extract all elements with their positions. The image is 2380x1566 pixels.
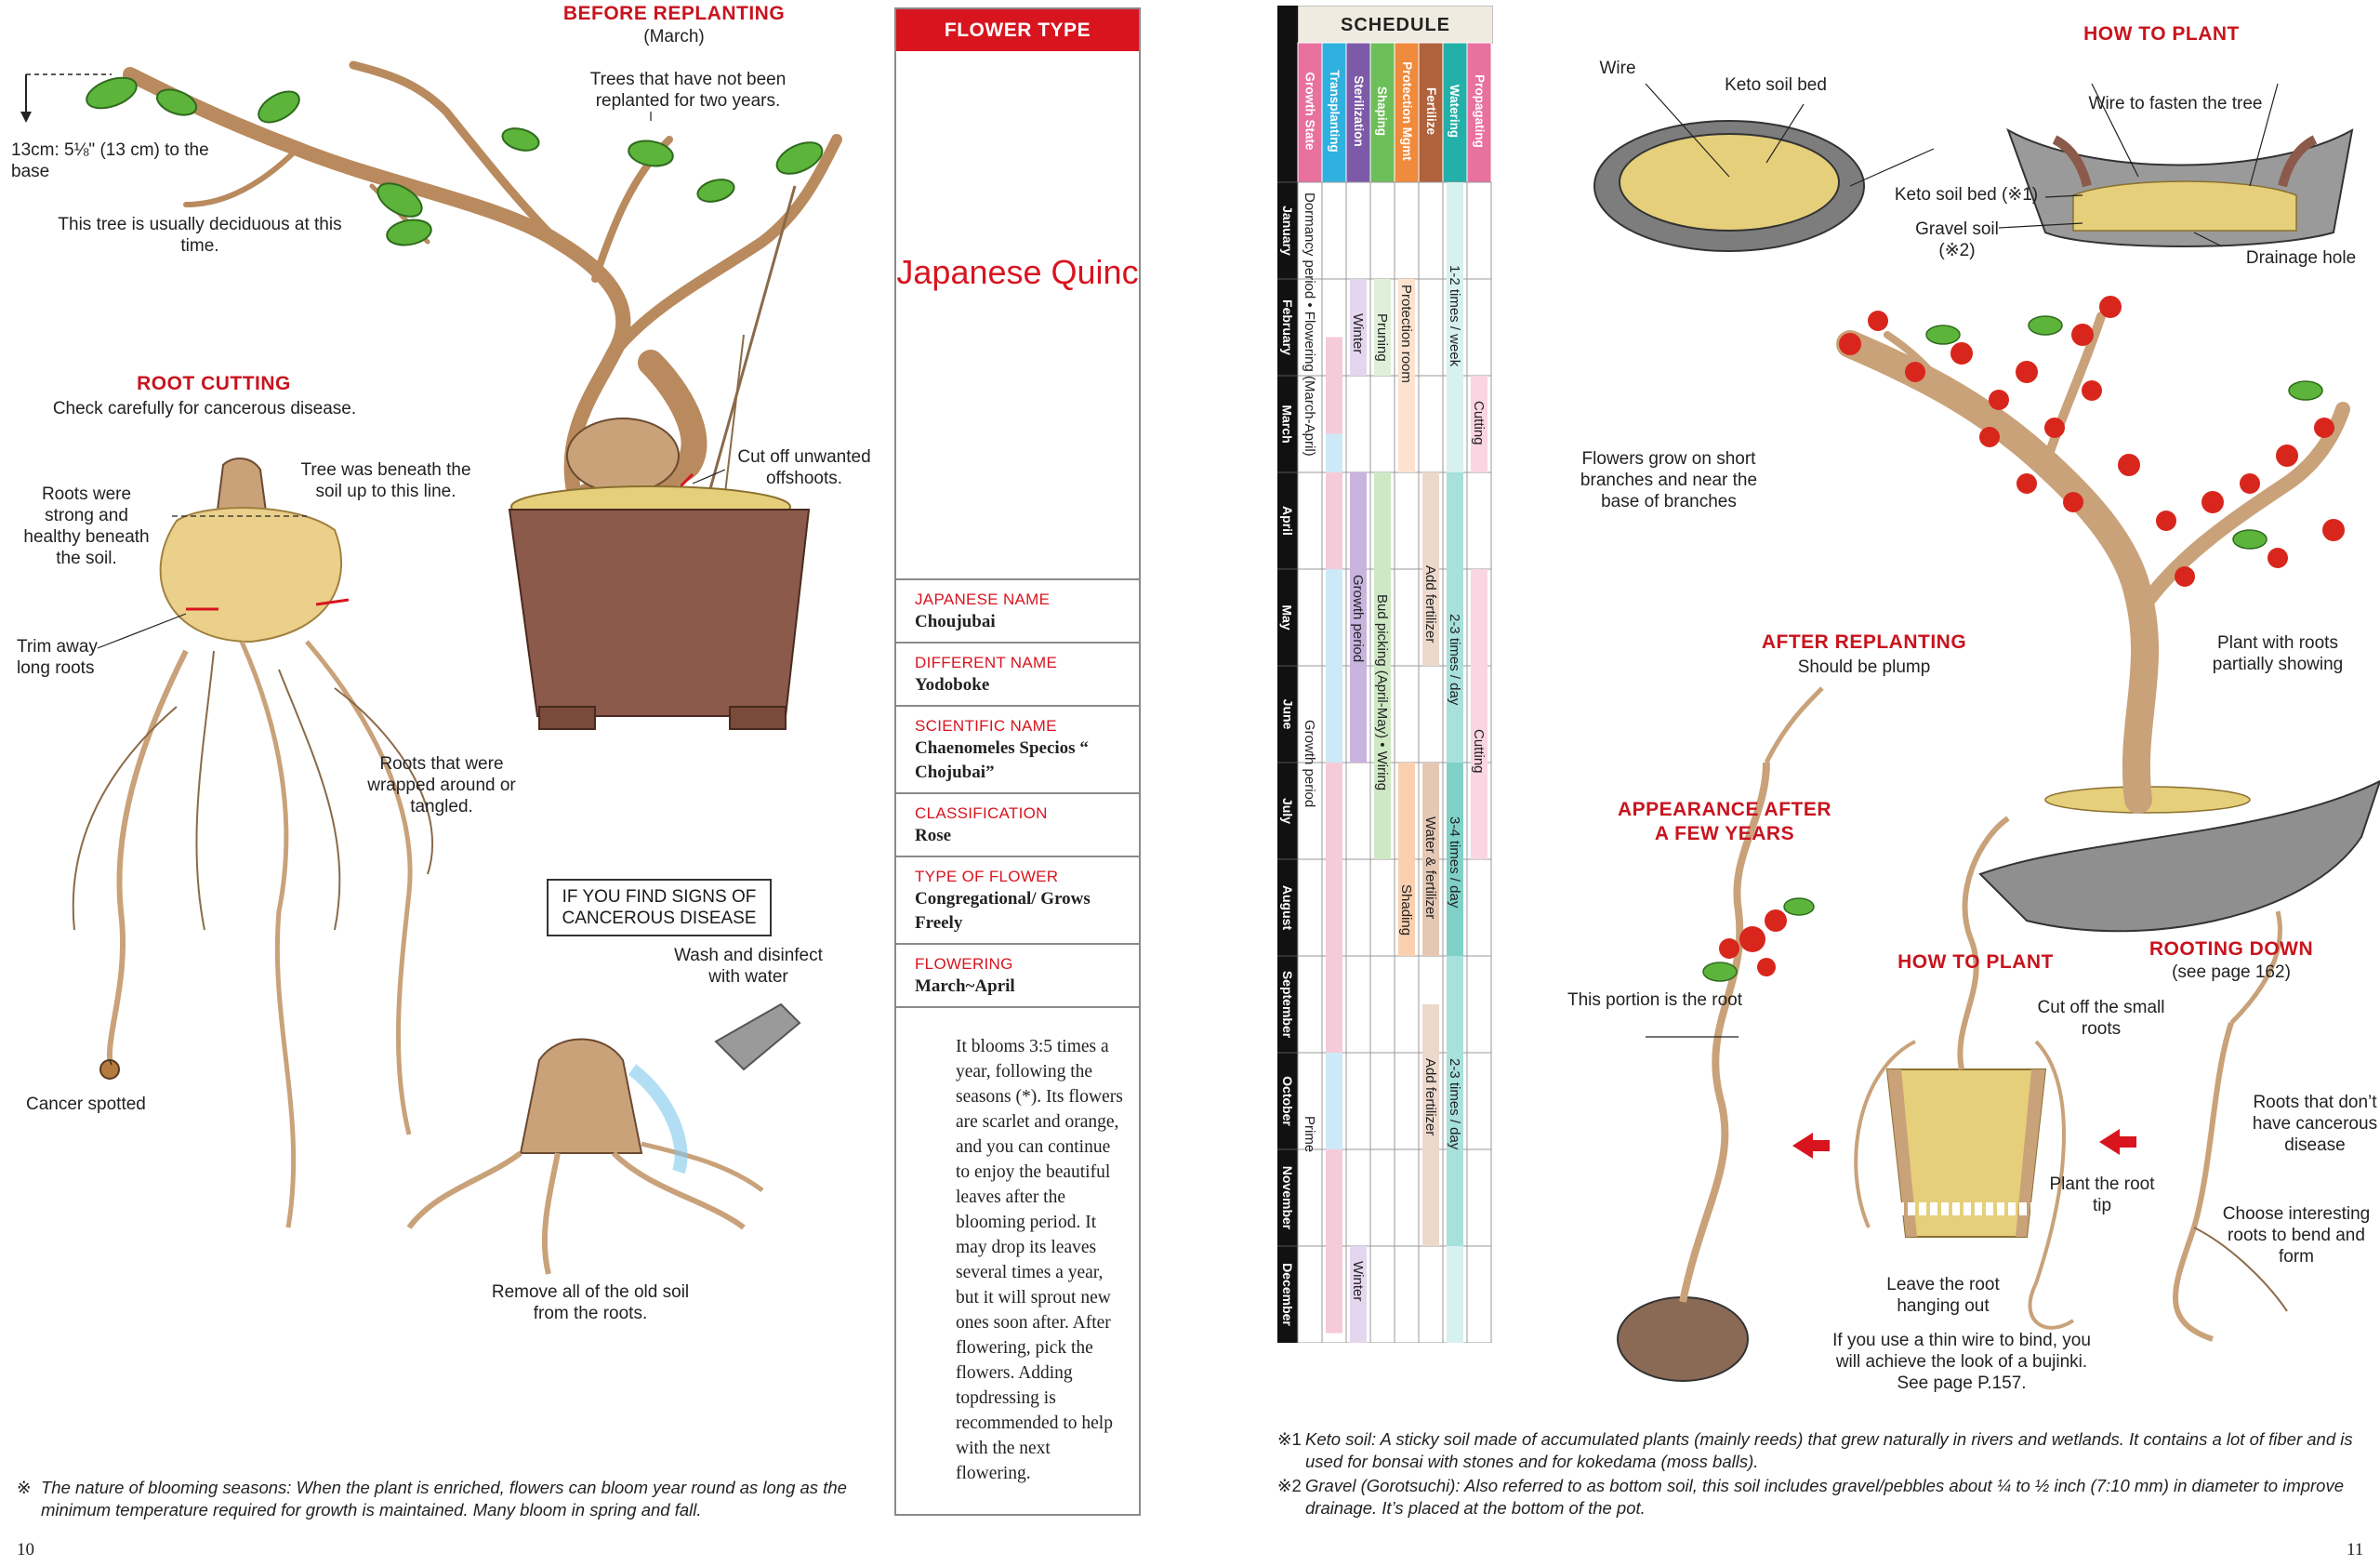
leave-hanging-label: Leave the root hanging out bbox=[1886, 1275, 2000, 1316]
schedule-entry: Winter bbox=[1350, 1261, 1366, 1302]
schedule-entry: Pruning bbox=[1374, 313, 1390, 362]
month-label: October bbox=[1280, 1076, 1295, 1126]
column-header bbox=[1467, 52, 1491, 169]
pot-cross-section-illustration bbox=[2008, 130, 2352, 246]
flowers-grow-label: Flowers grow on short branches and near the base of branches bbox=[1580, 449, 1758, 511]
gravel-soil-label: Gravel soil (※2) bbox=[1915, 219, 1999, 260]
panel-row-type-of-flower bbox=[896, 856, 1139, 943]
flower-type-panel bbox=[894, 7, 1141, 1516]
wire-fasten-label: Wire to fasten the tree bbox=[2088, 94, 2263, 113]
schedule-entry: Protection room bbox=[1398, 285, 1414, 383]
roots-no-cancer-label: Roots that don’t have cancerous disease bbox=[2252, 1093, 2378, 1155]
panel-row-japanese-name bbox=[896, 578, 1139, 642]
schedule-entry: Water & fertilizer bbox=[1422, 816, 1438, 920]
schedule-entry: Add fertilizer bbox=[1422, 1058, 1438, 1136]
footnote-mark: ※ bbox=[17, 1478, 32, 1497]
row-value: Chaenomeles Specios “ Chojubai” bbox=[915, 738, 1089, 782]
measure-label: 13cm: 5⅛" (13 cm) to the base bbox=[11, 140, 209, 181]
footnote-1: Keto soil: A sticky soil made of accumulated plants (mainly reeds) that grew naturally in rivers and wetlands. It contains a lot of fiber and is used for bonsai with stones and for kokedama (moss balls). bbox=[1305, 1429, 2353, 1471]
keto-bed-2-label: Keto soil bed (※1) bbox=[1894, 185, 2039, 205]
column-header bbox=[1370, 52, 1395, 169]
care-schedule bbox=[1277, 6, 1493, 1343]
month-label: November bbox=[1280, 1165, 1295, 1230]
roots-strong-label: Roots were strong and healthy beneath the soil. bbox=[23, 484, 150, 568]
not-replanted-note: Trees that have not been replanted for two years. bbox=[589, 70, 787, 111]
appearance-title: APPEARANCE AFTER A FEW YEARS bbox=[1617, 799, 1832, 844]
month-label: January bbox=[1280, 206, 1296, 256]
column-header bbox=[1298, 52, 1322, 169]
before-replanting-subtitle: (March) bbox=[643, 27, 705, 46]
schedule-entry: Cutting bbox=[1471, 729, 1487, 774]
schedule-entry: Prime bbox=[1302, 1116, 1317, 1153]
schedule-entry: Add fertilizer bbox=[1422, 564, 1438, 643]
footnote-1-mark: ※1 bbox=[1277, 1429, 1302, 1449]
column-header-label: Fertilize bbox=[1423, 86, 1438, 136]
column-header-label: Watering bbox=[1448, 84, 1462, 139]
page-number-right: 11 bbox=[2347, 1540, 2364, 1559]
after-replanting-subtitle: Should be plump bbox=[1797, 657, 1931, 677]
month-label: February bbox=[1280, 299, 1296, 355]
how-to-plant-title-2: HOW TO PLANT bbox=[1897, 951, 2054, 973]
row-value: Congregational/ Grows Freely bbox=[915, 889, 1091, 933]
footnote-2-mark: ※2 bbox=[1277, 1476, 1302, 1495]
month-label: April bbox=[1280, 506, 1296, 536]
remove-soil-label: Remove all of the old soil from the roots. bbox=[491, 1282, 690, 1323]
schedule-entry: Shading bbox=[1398, 883, 1414, 936]
schedule-entry: 1-2 times / week bbox=[1447, 265, 1462, 367]
keto-bed-label: Keto soil bed bbox=[1725, 75, 1827, 95]
appearance-after-years-illustration bbox=[1618, 688, 1822, 1381]
cancer-signs-box: IF YOU FIND SIGNS OF CANCEROUS DISEASE bbox=[547, 879, 772, 936]
activity-bar bbox=[1326, 1053, 1342, 1149]
row-key: CLASSIFICATION bbox=[915, 804, 1048, 822]
schedule-entry: Dormancy period • Flowering (March-April) bbox=[1302, 192, 1317, 457]
cut-small-roots-label: Cut off the small roots bbox=[2037, 998, 2165, 1039]
drainage-label: Drainage hole bbox=[2245, 248, 2357, 268]
schedule-entry: Growth period bbox=[1350, 575, 1366, 663]
portion-root-label: This portion is the root bbox=[1567, 990, 1742, 1010]
month-label: December bbox=[1280, 1263, 1296, 1326]
column-header bbox=[1419, 52, 1443, 169]
column-header-label: Shaping bbox=[1375, 86, 1390, 137]
keto-bed-illustration bbox=[1594, 121, 1864, 251]
schedule-entry: Cutting bbox=[1471, 400, 1487, 445]
column-header bbox=[1346, 52, 1370, 169]
washing-roots-illustration bbox=[409, 1004, 800, 1274]
before-replanting-title: BEFORE REPLANTING bbox=[562, 3, 786, 24]
wash-label: Wash and disinfect with water bbox=[674, 946, 823, 987]
schedule-entry: 3-4 times / day bbox=[1447, 816, 1462, 909]
column-header-label: Propagating bbox=[1472, 74, 1487, 148]
arrow-left-icon bbox=[1792, 1133, 1813, 1159]
row-value: Choujubai bbox=[915, 612, 996, 631]
page-number-left: 10 bbox=[17, 1540, 34, 1559]
month-label: March bbox=[1280, 405, 1296, 444]
month-label: May bbox=[1280, 604, 1296, 630]
arrow-left-icon bbox=[2099, 1129, 2120, 1155]
schedule-title: SCHEDULE bbox=[1340, 15, 1450, 35]
month-label: July bbox=[1280, 797, 1296, 825]
activity-bar bbox=[1326, 337, 1342, 1333]
row-key: TYPE OF FLOWER bbox=[915, 868, 1059, 885]
thin-wire-label: If you use a thin wire to bind, you will achieve the look of a bujinki. See page P.157. bbox=[1832, 1331, 2091, 1393]
blooming-footnote: The nature of blooming seasons: When the plant is enriched, flowers can bloom year round as long as the minimum temperature required for growth is maintained. Many bloom in spring and fall. bbox=[41, 1478, 847, 1520]
trim-roots-label: Trim away long roots bbox=[17, 637, 98, 678]
activity-bar bbox=[1471, 569, 1488, 859]
column-header bbox=[1443, 52, 1467, 169]
activity-bar bbox=[1326, 569, 1342, 763]
panel-row-different-name bbox=[896, 642, 1139, 705]
choose-roots-label: Choose interesting roots to bend and form bbox=[2222, 1204, 2371, 1267]
how-to-plant-title-1: HOW TO PLANT bbox=[2083, 23, 2240, 45]
panel-row-classification bbox=[896, 792, 1139, 856]
row-key: DIFFERENT NAME bbox=[915, 654, 1058, 671]
column-header-label: Sterilization bbox=[1351, 75, 1366, 147]
column-header-label: Protection Mgmt bbox=[1399, 61, 1414, 161]
deciduous-note: This tree is usually deciduous at this time. bbox=[58, 215, 342, 256]
row-value: March~April bbox=[915, 976, 1015, 996]
wire-label: Wire bbox=[1599, 59, 1636, 78]
row-key: JAPANESE NAME bbox=[915, 591, 1051, 608]
footnote-2: Gravel (Gorotsuchi): Also referred to as bottom soil, this soil includes gravel/pebbles about ¼ to ½ inch (7:10 mm) in diameter to improve drainage. It’s placed at the bottom of the pot. bbox=[1305, 1476, 2345, 1518]
after-replanting-title: AFTER REPLANTING bbox=[1761, 631, 1967, 653]
panel-row-flowering bbox=[896, 943, 1139, 1006]
beneath-soil-label: Tree was beneath the soil up to this line. bbox=[300, 460, 471, 501]
plant-name: Japanese Quinc bbox=[896, 253, 1139, 291]
month-label: September bbox=[1280, 970, 1296, 1039]
plant-description: It blooms 3:5 times a year, following the seasons (*). Its flowers are scarlet and orange, and you can continue to enjoy the beautiful leaves after the blooming period. It may drop its leaves several times a year, but it will sprout new ones soon after. After flowering, pick the flowers. Adding topdressing is recommended to help with the next flowering. bbox=[896, 1006, 1139, 1486]
row-key: FLOWERING bbox=[915, 955, 1013, 973]
roots-showing-label: Plant with roots partially showing bbox=[2212, 633, 2344, 674]
rooting-down-title: ROOTING DOWN bbox=[2149, 938, 2314, 960]
column-header bbox=[1395, 52, 1419, 169]
row-value: Yodoboke bbox=[915, 675, 990, 695]
cancer-spotted-label: Cancer spotted bbox=[26, 1095, 146, 1114]
row-key: SCIENTIFIC NAME bbox=[915, 717, 1057, 735]
column-header bbox=[1322, 52, 1346, 169]
row-value: Rose bbox=[915, 826, 952, 845]
schedule-entry: Growth period bbox=[1302, 720, 1317, 808]
panel-rows bbox=[896, 578, 1139, 1486]
schedule-entry: 2-3 times / day bbox=[1447, 1058, 1462, 1150]
root-cutting-title: ROOT CUTTING bbox=[137, 373, 291, 394]
root-cutting-subtitle: Check carefully for cancerous disease. bbox=[52, 399, 357, 418]
activity-bar bbox=[1326, 433, 1342, 472]
plant-tip-label: Plant the root tip bbox=[2049, 1174, 2155, 1215]
column-header-label: Transplanting bbox=[1327, 70, 1342, 153]
activity-bar bbox=[1447, 1246, 1463, 1343]
schedule-entry: Winter bbox=[1350, 313, 1366, 354]
month-label: June bbox=[1280, 698, 1295, 730]
panel-row-scientific-name bbox=[896, 705, 1139, 792]
month-label: August bbox=[1280, 884, 1295, 931]
column-header-label: Growth State bbox=[1302, 72, 1317, 151]
cut-offshoots-label: Cut off unwanted offshoots. bbox=[737, 447, 871, 488]
roots-wrapped-label: Roots that were wrapped around or tangled. bbox=[367, 754, 516, 816]
after-replanting-tree-illustration bbox=[1839, 296, 2380, 931]
schedule-entry: Bud picking (April-May) • Wiring bbox=[1374, 593, 1390, 790]
panel-header: FLOWER TYPE bbox=[896, 9, 1139, 51]
rooting-down-subtitle: (see page 162) bbox=[2172, 962, 2291, 982]
schedule-entry: 2-3 times / day bbox=[1447, 613, 1462, 705]
